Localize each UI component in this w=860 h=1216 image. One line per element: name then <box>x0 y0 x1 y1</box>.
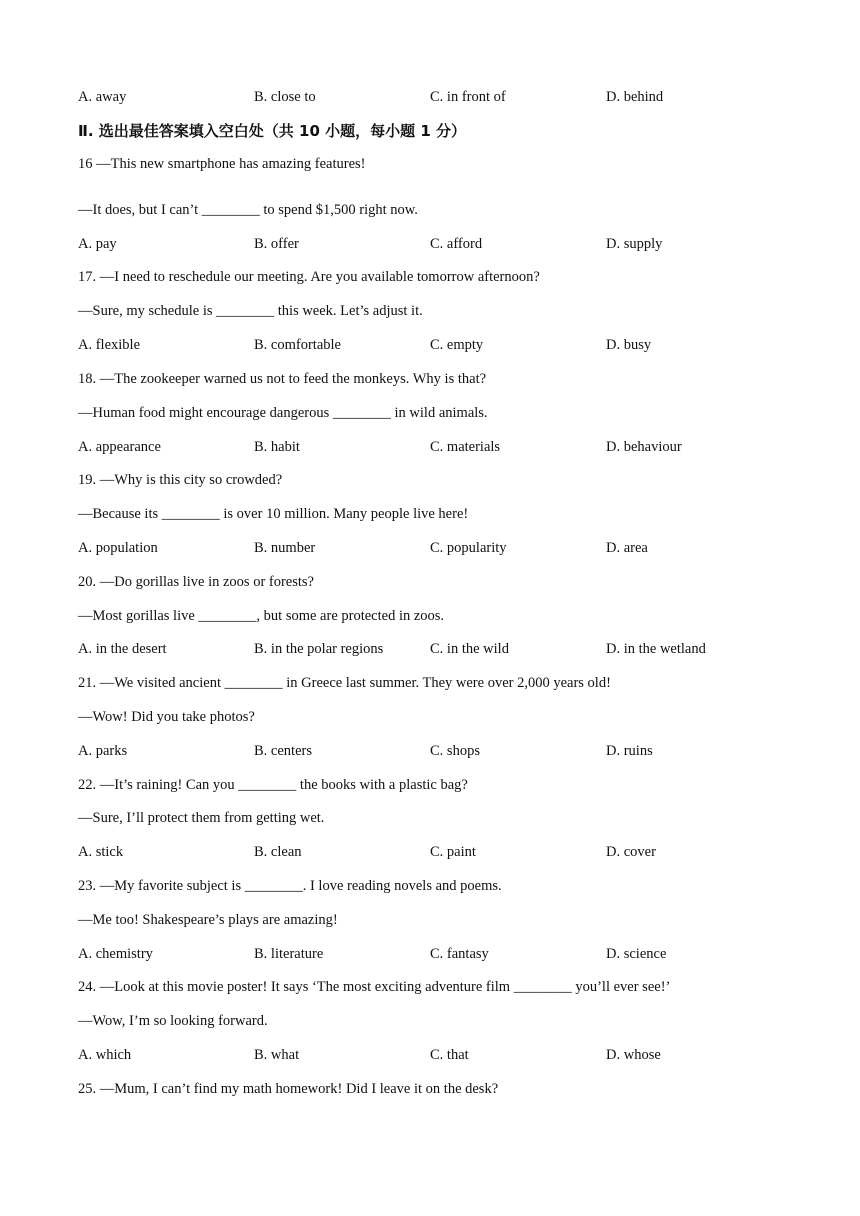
option-b: B. clean <box>254 844 302 860</box>
option-a: A. chemistry <box>78 946 153 962</box>
option-d: D. whose <box>606 1047 661 1063</box>
options-row-22 <box>78 843 798 861</box>
options-row-21 <box>78 742 798 760</box>
question-18-prompt: 18. —The zookeeper warned us not to feed the monkeys. Why is that? <box>78 371 487 387</box>
question-23-reply: —Me too! Shakespeare’s plays are amazing! <box>78 912 338 928</box>
option-c: C. afford <box>430 236 483 252</box>
option-a: A. parks <box>78 743 128 759</box>
option-b: B. close to <box>254 89 316 105</box>
options-row-24 <box>78 1046 798 1064</box>
options-row-16 <box>78 235 798 253</box>
option-c: C. in the wild <box>430 641 509 657</box>
option-d: D. behaviour <box>606 439 682 455</box>
question-21-reply: —Wow! Did you take photos? <box>78 709 255 725</box>
option-d: D. area <box>606 540 648 556</box>
option-c: C. in front of <box>430 89 506 105</box>
question-24-prompt: 24. —Look at this movie poster! It says ‘The most exciting adventure film ________ you’ll ever see!’ <box>78 979 671 995</box>
option-a: A. in the desert <box>78 641 167 657</box>
option-c: C. shops <box>430 743 480 759</box>
option-d: D. supply <box>606 236 663 252</box>
options-row-20 <box>78 640 798 658</box>
question-18-reply: —Human food might encourage dangerous ________ in wild animals. <box>78 405 488 421</box>
option-b: B. literature <box>254 946 324 962</box>
option-d: D. science <box>606 946 667 962</box>
question-21-prompt: 21. —We visited ancient ________ in Greece last summer. They were over 2,000 years old! <box>78 675 611 691</box>
question-25-prompt: 25. —Mum, I can’t find my math homework! Did I leave it on the desk? <box>78 1081 499 1097</box>
options-row-17 <box>78 336 798 354</box>
option-d: D. cover <box>606 844 656 860</box>
options-row-23 <box>78 945 798 963</box>
question-19-reply: —Because its ________ is over 10 million. Many people live here! <box>78 506 469 522</box>
option-a: A. flexible <box>78 337 141 353</box>
question-20-prompt: 20. —Do gorillas live in zoos or forests? <box>78 574 314 590</box>
option-c: C. materials <box>430 439 501 455</box>
option-a: A. appearance <box>78 439 161 455</box>
option-b: B. in the polar regions <box>254 641 384 657</box>
option-b: B. number <box>254 540 316 556</box>
question-23-prompt: 23. —My favorite subject is ________. I love reading novels and poems. <box>78 878 502 894</box>
option-a: A. stick <box>78 844 124 860</box>
question-17-reply: —Sure, my schedule is ________ this week. Let’s adjust it. <box>78 303 423 319</box>
option-d: D. behind <box>606 89 664 105</box>
option-b: B. habit <box>254 439 300 455</box>
options-row-15 <box>78 88 798 106</box>
question-22-prompt: 22. —It’s raining! Can you ________ the books with a plastic bag? <box>78 777 468 793</box>
question-22-reply: —Sure, I’ll protect them from getting wet. <box>78 810 325 826</box>
option-c: C. empty <box>430 337 484 353</box>
option-c: C. paint <box>430 844 476 860</box>
question-16-prompt: 16 —This new smartphone has amazing features! <box>78 156 366 172</box>
option-c: C. popularity <box>430 540 507 556</box>
option-b: B. centers <box>254 743 312 759</box>
option-a: A. which <box>78 1047 132 1063</box>
option-d: D. busy <box>606 337 652 353</box>
option-d: D. in the wetland <box>606 641 706 657</box>
option-b: B. comfortable <box>254 337 341 353</box>
option-b: B. what <box>254 1047 300 1063</box>
section-heading: Ⅱ. 选出最佳答案填入空白处（共 10 小题，每小题 1 分） <box>78 122 467 140</box>
option-c: C. that <box>430 1047 469 1063</box>
options-row-18 <box>78 438 798 456</box>
question-16-reply: —It does, but I can’t ________ to spend $1,500 right now. <box>78 202 418 218</box>
question-17-prompt: 17. —I need to reschedule our meeting. Are you available tomorrow afternoon? <box>78 269 540 285</box>
question-24-reply: —Wow, I’m so looking forward. <box>78 1013 268 1029</box>
option-c: C. fantasy <box>430 946 489 962</box>
option-a: A. away <box>78 89 127 105</box>
option-d: D. ruins <box>606 743 653 759</box>
option-a: A. pay <box>78 236 117 252</box>
options-row-19 <box>78 539 798 557</box>
question-20-reply: —Most gorillas live ________, but some are protected in zoos. <box>78 608 445 624</box>
option-b: B. offer <box>254 236 299 252</box>
option-a: A. population <box>78 540 158 556</box>
question-19-prompt: 19. —Why is this city so crowded? <box>78 472 283 488</box>
